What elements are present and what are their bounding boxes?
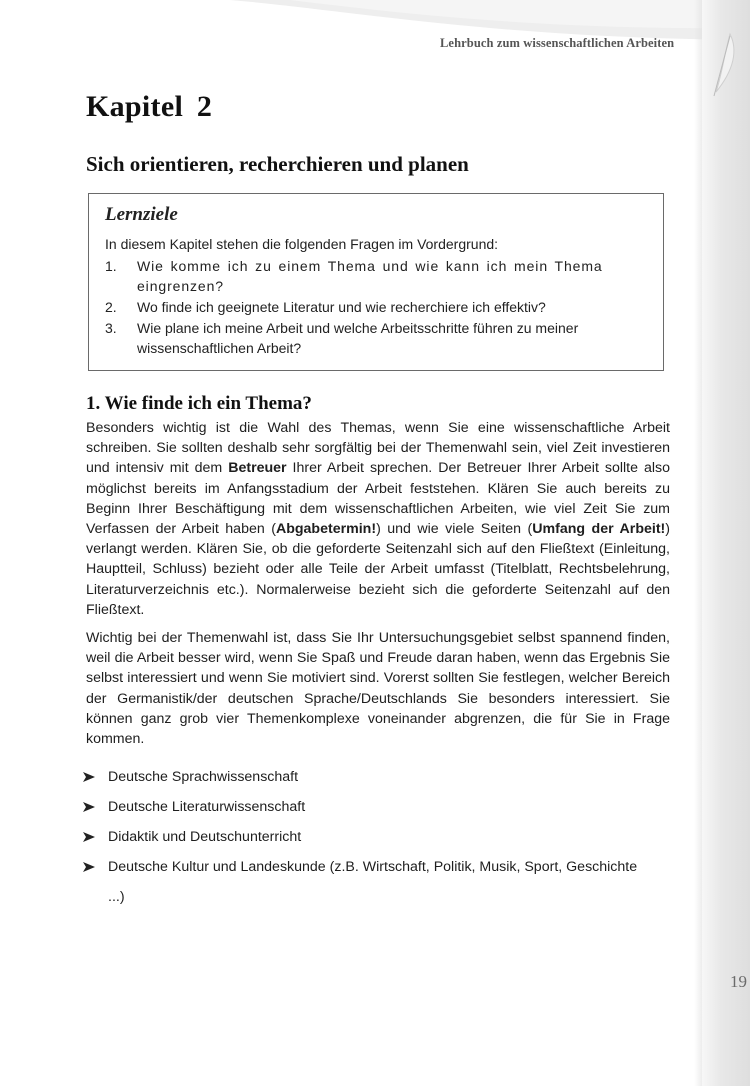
page-edge-shadow — [694, 0, 702, 1086]
learning-goal-number: 2. — [105, 299, 117, 315]
learning-goal-text: Wo finde ich geeignete Literatur und wie recherchiere ich effektiv? — [137, 299, 546, 315]
learning-goal-number: 3. — [105, 320, 117, 336]
learning-goal-item — [105, 297, 650, 317]
page-number: 19 — [730, 972, 747, 991]
learning-goal-item — [105, 256, 650, 296]
learning-goal-item — [105, 318, 650, 358]
bullet-text: Didaktik und Deutschunterricht — [108, 829, 302, 845]
bullet-text: Deutsche Sprachwissenschaft — [108, 769, 299, 785]
bullet-item — [80, 792, 640, 822]
bullet-text: Deutsche Kultur und Landeskunde (z.B. Wirtschaft, Politik, Musik, Sport, Geschichte ...) — [108, 859, 638, 905]
bold-term-umfang: Umfang der Arbeit! — [532, 521, 666, 538]
body-paragraph-2: Wichtig bei der Themenwahl ist, dass Sie Ihr Untersuchungsgebiet selbst spannend finden, weil die Arbeit besser wird, wenn Sie Spaß und Freude daran haben, wenn das Ergebnis Sie selbst interessiert und wenn Sie motiviert sind. Vorerst sollten Sie festlegen, welcher Bereich der Germanistik/der deutschen Sprache/Deutschlands Sie besonders interessiert. Sie können ganz grob vier Themenkomplexe voneinander abgrenzen, die für Sie in Frage kommen. — [86, 630, 670, 748]
section-heading: 1. Wie finde ich ein Thema? — [86, 393, 312, 414]
bullet-text: Deutsche Literaturwissenschaft — [108, 799, 306, 815]
learning-goals-box — [88, 193, 664, 371]
feather-icon — [702, 30, 742, 100]
paragraph-text: Besonders wichtig ist die Wahl des Themas, wenn Sie eine wissenschaftliche Arbeit schreiben. Sie sollten deshalb sehr sorgfältig bei der Themenwahl sein, viel Zeit investieren und intensiv mit dem — [86, 420, 670, 477]
bullet-item — [80, 762, 640, 792]
learning-goal-number: 1. — [105, 258, 117, 274]
running-head: Lehrbuch zum wissenschaftlichen Arbeiten — [440, 36, 675, 50]
learning-goal-text: Wie plane ich meine Arbeit und welche Arbeitsschritte führen zu meiner wissenschaftlichen Arbeit? — [137, 320, 579, 356]
arrowhead-bullet-icon — [82, 831, 96, 843]
arrowhead-bullet-icon — [82, 771, 96, 783]
chapter-title: Kapitel 2 — [86, 90, 213, 123]
bullet-item — [80, 822, 640, 852]
chapter-subtitle: Sich orientieren, recherchieren und planen — [86, 152, 469, 176]
arrowhead-bullet-icon — [82, 861, 96, 873]
topic-bullet-list — [80, 762, 640, 912]
bullet-item — [80, 852, 640, 912]
learning-goal-text: Wie komme ich zu einem Thema und wie kann ich mein Thema eingrenzen? — [137, 258, 603, 294]
decorative-swoosh — [230, 0, 750, 60]
paragraph-text: ) und wie viele Seiten ( — [376, 521, 533, 538]
learning-goals-list — [105, 256, 650, 359]
learning-goals-intro: In diesem Kapitel stehen die folgenden Fragen im Vordergrund: — [105, 236, 499, 252]
bold-term-abgabetermin: Abgabetermin! — [275, 521, 377, 538]
arrowhead-bullet-icon — [82, 801, 96, 813]
body-paragraph-1 — [86, 418, 670, 620]
page-edge-strip — [702, 0, 750, 1086]
paragraph-text: Ihrer Arbeit sprechen. Der Betreuer Ihrer Arbeit sollte also möglichst bereits im Anfangsstadium der Arbeit feststehen. Klären Sie auch bereits zu Beginn Ihrer Beschäftigung mit dem wissenschaftlichen Arbeiten, wie viel Zeit Sie zum Verfassen der Arbeit haben ( — [86, 460, 670, 538]
bold-term-betreuer: Betreuer — [228, 460, 287, 477]
paragraph-text: ) verlangt werden. Klären Sie, ob die geforderte Seitenzahl sich auf den Fließtext (Einleitung, Hauptteil, Schluss) bezieht oder alle Teile der Arbeit umfasst (Titelblatt, Rechtsbelehrung, Literaturverzeichnis etc.). Normalerweise bezieht sich die geforderte Seitenzahl auf den Fließtext. — [86, 521, 671, 618]
learning-goals-title: Lernziele — [105, 204, 178, 225]
